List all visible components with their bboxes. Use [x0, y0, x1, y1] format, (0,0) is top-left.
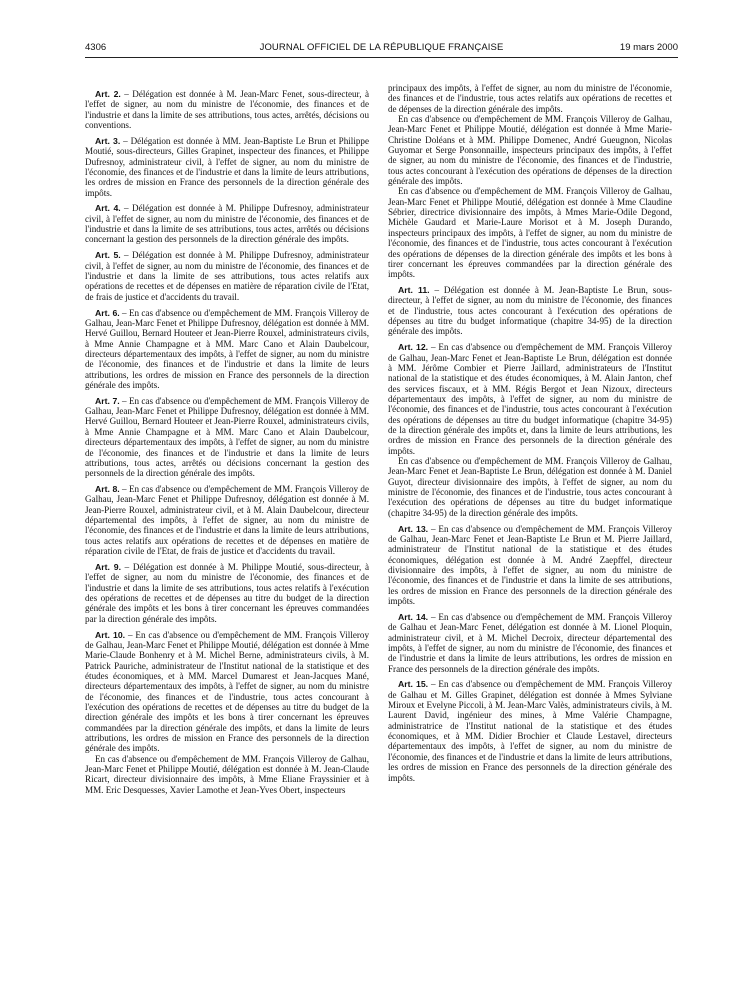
left-column: [85, 89, 369, 795]
paragraph-text: – En cas d'absence ou d'empêchement de MM. François Villeroy de Galhau, Jean-Marc Fenet et Philippe Moutié, délégation est donnée à Mme Marie-Claude Bonhenry et à M. Michel Berne, administrateurs civils, à M. Patrick Pauriche, administrateur de l'Institut national de la statistique et des études économiques, et à MM. Marcel Dumarest et Jean-Jacques Mané, directeurs départementaux des impôts, à l'effet de signer, au nom du ministre de l'économie, des finances et de l'industrie, tous actes concourant à l'exécution des opérations de recettes et de dépenses au titre du budget de la direction générale des impôts et les bons à tirer concernant les épreuves commandées par la direction générale des impôts, et dans la limite de leurs attributions, les ordres de mission en France des personnels de la direction générale des impôts.: [85, 629, 369, 754]
page-header: [85, 42, 678, 56]
paragraph-text: – En cas d'absence ou d'empêchement de MM. François Villeroy de Galhau, Jean-Marc Fenet et Jean-Baptiste Le Brun et M. Pierre Jaillard, administrateur de l'Institut national de la statistique et des études économiques, délégation est donnée à M. André Zaepffel, directeur divisionnaire des impôts, à l'effet de signer, au nom du ministre de l'économie, des finances et de l'industrie et dans la limite de ses attributions, les ordres de mission en France des personnels de la direction générale des impôts.: [388, 523, 672, 606]
article-number: Art. 14.: [398, 611, 429, 622]
article-number: Art. 8.: [95, 484, 120, 495]
paragraph-text: En cas d'absence ou d'empêchement de MM. François Villeroy de Galhau, Jean-Marc Fenet et Philippe Moutié, délégation est donnée à M. Jean-Claude Ricart, directeur divisionnaire des impôts, à Mme Eliane Frayssinier et à MM. Eric Desquesses, Xavier Lamothe et Jean-Yves Obert, inspecteurs: [85, 753, 369, 795]
article-paragraph: [85, 89, 369, 130]
article-number: Art. 7.: [95, 395, 120, 406]
paragraph-text: En cas d'absence ou d'empêchement de MM. François Villeroy de Galhau, Jean-Marc Fenet et Philippe Moutié, délégation est donnée à Mme Claudine Sébrier, directrice divisionnaire des impôts, à Mmes Marie-Odile Degond, Michèle Gaudard et Marie-Laure Morisot et à M. Joseph Durando, inspecteurs principaux des impôts, à l'effet de signer, au nom du ministre de l'économie, des finances et de l'industrie, tous actes concourant à l'exécution des opérations de dépenses de la direction générale des impôts et les bons à tirer concernant les épreuves commandées par la direction générale des impôts.: [388, 186, 672, 280]
paragraph-text: – En cas d'absence ou d'empêchement de MM. François Villeroy de Galhau, Jean-Marc Fenet et Jean-Baptiste Le Brun, délégation est donnée à MM. Jérôme Combier et Pierre Jaillard, administrateurs de l'Institut national de la statistique et des études économiques, à M. Alain Janton, chef des services fiscaux, et à MM. Régis Bergot et Jean Nizoux, directeurs départementaux des impôts, à l'effet de signer, au nom du ministre de l'économie, des finances et de l'industrie, tous actes concourant à l'exécution des opérations de dépenses au titre du budget informatique (chapitre 34-95) de la direction générale des impôts et, dans la limite de leurs attributions, les ordres de mission en France des personnels de la direction générale des impôts.: [388, 342, 672, 456]
article-number: Art. 5.: [95, 250, 121, 261]
article-paragraph: [85, 396, 369, 479]
paragraph-text: – En cas d'absence ou d'empêchement de MM. François Villeroy de Galhau et Jean-Marc Fenet, délégation est donnée à M. Lionel Ploquin, administrateur civil, et à M. Michel Decroix, directeur départemental des impôts, à l'effet de signer, au nom du ministre de l'économie, des finances et de l'industrie et dans la limite de leurs attributions, les ordres de mission en France des personnels de la direction générale des impôts.: [388, 611, 672, 674]
right-column: [388, 83, 672, 783]
paragraph-text: – Délégation est donnée à M. Philippe Moutié, sous-directeur, à l'effet de signer, au nom du ministre de l'économie, des finances et de l'industrie et dans la limite de ses attributions, tous actes relatifs à l'exécution des opérations de recettes et de dépenses au titre du budget de la direction générale des impôts et les bons à tirer concernant les épreuves commandées par la direction générale des impôts.: [85, 561, 369, 624]
article-paragraph: [388, 342, 672, 456]
page-number: 4306: [85, 42, 107, 53]
article-number: Art. 15.: [398, 679, 429, 690]
paragraph-text: – En cas d'absence ou d'empêchement de MM. François Villeroy de Galhau, Jean-Marc Fenet et Philippe Dufresnoy, délégation est donnée à MM. Hervé Guillou, Bernard Houteer et Jean-Pierre Rouxel, administrateurs civils, à Mme Annie Champagne et à MM. Marc Cano et Alain Daubelcour, directeurs départementaux des impôts, à l'effet de signer, au nom du ministre de l'économie, des finances et de l'industrie et dans la limite de leurs attributions, les ordres de mission en France des personnels de la direction générale des impôts.: [85, 307, 370, 390]
body-paragraph: [388, 114, 672, 186]
header-rule: [85, 57, 678, 58]
body-paragraph: [85, 754, 369, 795]
paragraph-text: – Délégation est donnée à MM. Jean-Baptiste Le Brun et Philippe Moutié, sous-directeurs, Gilles Grapinet, inspecteur des finances, et Philippe Dufresnoy, administrateur civil, à l'effet de signer, au nom du ministre de l'économie, des finances et de l'industrie et dans la limite de leurs attributions, les ordres de mission en France des personnels de la direction générale des impôts.: [85, 135, 369, 198]
article-paragraph: [85, 484, 369, 556]
article-number: Art. 2.: [95, 89, 121, 99]
article-number: Art. 6.: [95, 307, 120, 318]
article-number: Art. 4.: [95, 203, 121, 214]
article-number: Art. 12.: [398, 342, 429, 353]
body-paragraph: [388, 83, 672, 114]
article-paragraph: [85, 562, 369, 624]
article-paragraph: [85, 308, 369, 391]
paragraph-text: principaux des impôts, à l'effet de signer, au nom du ministre de l'économie, des finances et de l'industrie, tous actes relatifs aux opérations de recettes et de dépenses de la direction générale des impôts.: [388, 83, 672, 114]
article-paragraph: [388, 285, 672, 337]
body-paragraph: [388, 456, 672, 518]
paragraph-text: – En cas d'absence ou d'empêchement de MM. François Villeroy de Galhau et M. Gilles Grapinet, délégation est donnée à Mmes Sylviane Miroux et Evelyne Piccoli, à M. Jean-Marc Valès, administrateurs civils, à M. Laurent David, ingénieur des mines, à Mme Valérie Champagne, administratrice de l'Institut national de la statistique et des études économiques, et à MM. Didier Brochier et Claude Lestavel, directeurs départementaux des impôts, à l'effet de signer, au nom du ministre de l'économie, des finances et de l'industrie et dans la limite de leurs attributions, les ordres de mission en France des personnels de la direction générale des impôts.: [388, 679, 672, 783]
article-paragraph: [388, 524, 672, 607]
issue-date: 19 mars 2000: [619, 42, 678, 53]
journal-title: JOURNAL OFFICIEL DE LA RÉPUBLIQUE FRANÇAISE: [259, 42, 504, 53]
article-number: Art. 3.: [95, 135, 121, 146]
paragraph-text: – Délégation est donnée à M. Jean-Marc Fenet, sous-directeur, à l'effet de signer, au nom du ministre de l'économie, des finances et de l'industrie et dans la limite de ses attributions, tous actes, arrêtés, décisions ou conventions.: [85, 89, 370, 131]
paragraph-text: En cas d'absence ou d'empêchement de MM. François Villeroy de Galhau, Jean-Marc Fenet et Jean-Baptiste Le Brun, délégation est donnée à M. Daniel Guyot, directeur divisionnaire des impôts, à l'effet de signer, au nom du ministre de l'économie, des finances et de l'industrie, tous actes concourant à l'exécution des opérations de dépenses au titre du budget informatique (chapitre 34-95) de la direction générale des impôts.: [388, 456, 672, 518]
article-paragraph: [388, 679, 672, 782]
paragraph-text: – Délégation est donnée à M. Philippe Dufresnoy, administrateur civil, à l'effet de signer, au nom du ministre de l'économie, des finances et de l'industrie et dans la limite de ses attributions, tous actes, arrêtés ou décisions concernant la gestion des personnels de la direction générale des impôts.: [85, 203, 369, 245]
article-paragraph: [85, 136, 369, 198]
paragraph-text: En cas d'absence ou d'empêchement de MM. François Villeroy de Galhau, Jean-Marc Fenet et Philippe Moutié, délégation est donnée à Mme Marie-Christine Doléans et à MM. Philippe Domenec, André Gueugnon, Nicolas Guyomar et Serge Ponsonnaille, inspecteurs principaux des impôts, à l'effet de signer, au nom du ministre de l'économie, des finances et de l'industrie, tous actes concourant à l'exécution des opérations de dépenses de la direction générale des impôts.: [388, 114, 672, 187]
paragraph-text: – En cas d'absence ou d'empêchement de MM. François Villeroy de Galhau, Jean-Marc Fenet et Philippe Dufresnoy, délégation est donnée à M. Jean-Pierre Rouxel, administrateur civil, et à M. Alain Daubelcour, directeur départemental des impôts, à l'effet de signer, au nom du ministre de l'économie, des finances et de l'industrie et dans la limite de leurs attributions, tous actes relatifs aux opérations de recettes et de dépenses en matière de réparation civile de l'Etat, de frais de justice et d'accidents du travail.: [85, 484, 370, 557]
article-number: Art. 9.: [95, 561, 121, 572]
article-paragraph: [388, 612, 672, 674]
body-paragraph: [388, 186, 672, 279]
article-number: Art. 13.: [398, 523, 429, 534]
paragraph-text: – Délégation est donnée à M. Philippe Dufresnoy, administrateur civil, à l'effet de signer, au nom du ministre de l'économie, des finances et de l'industrie et dans la limite de ses attributions, tous actes relatifs aux opérations de recettes et de dépenses en matière de réparation civile de l'Etat, de frais de justice et d'accidents du travail.: [85, 250, 369, 302]
paragraph-text: – Délégation est donnée à M. Jean-Baptiste Le Brun, sous-directeur, à l'effet de signer, au nom du ministre de l'économie, des finances et de l'industrie, tous actes concourant à l'exécution des opérations de dépenses au titre du budget informatique (chapitre 34-95) de la direction générale des impôts.: [388, 285, 672, 337]
article-number: Art. 11.: [398, 285, 430, 296]
article-number: Art. 10.: [95, 629, 126, 640]
article-paragraph: [85, 630, 369, 754]
article-paragraph: [85, 203, 369, 244]
article-paragraph: [85, 250, 369, 302]
paragraph-text: – En cas d'absence ou d'empêchement de MM. François Villeroy de Galhau, Jean-Marc Fenet et Philippe Dufresnoy, délégation est donnée à MM. Hervé Guillou, Bernard Houteer et Jean-Pierre Rouxel, administrateurs civils, à Mme Annie Champagne et à MM. Marc Cano et Alain Daubelcour, directeurs départementaux des impôts, à l'effet de signer, au nom du ministre de l'économie, des finances et de l'industrie et dans la limite de leurs attributions, tous actes, arrêtés ou décisions concernant la gestion des personnels de la direction générale des impôts.: [85, 395, 370, 479]
